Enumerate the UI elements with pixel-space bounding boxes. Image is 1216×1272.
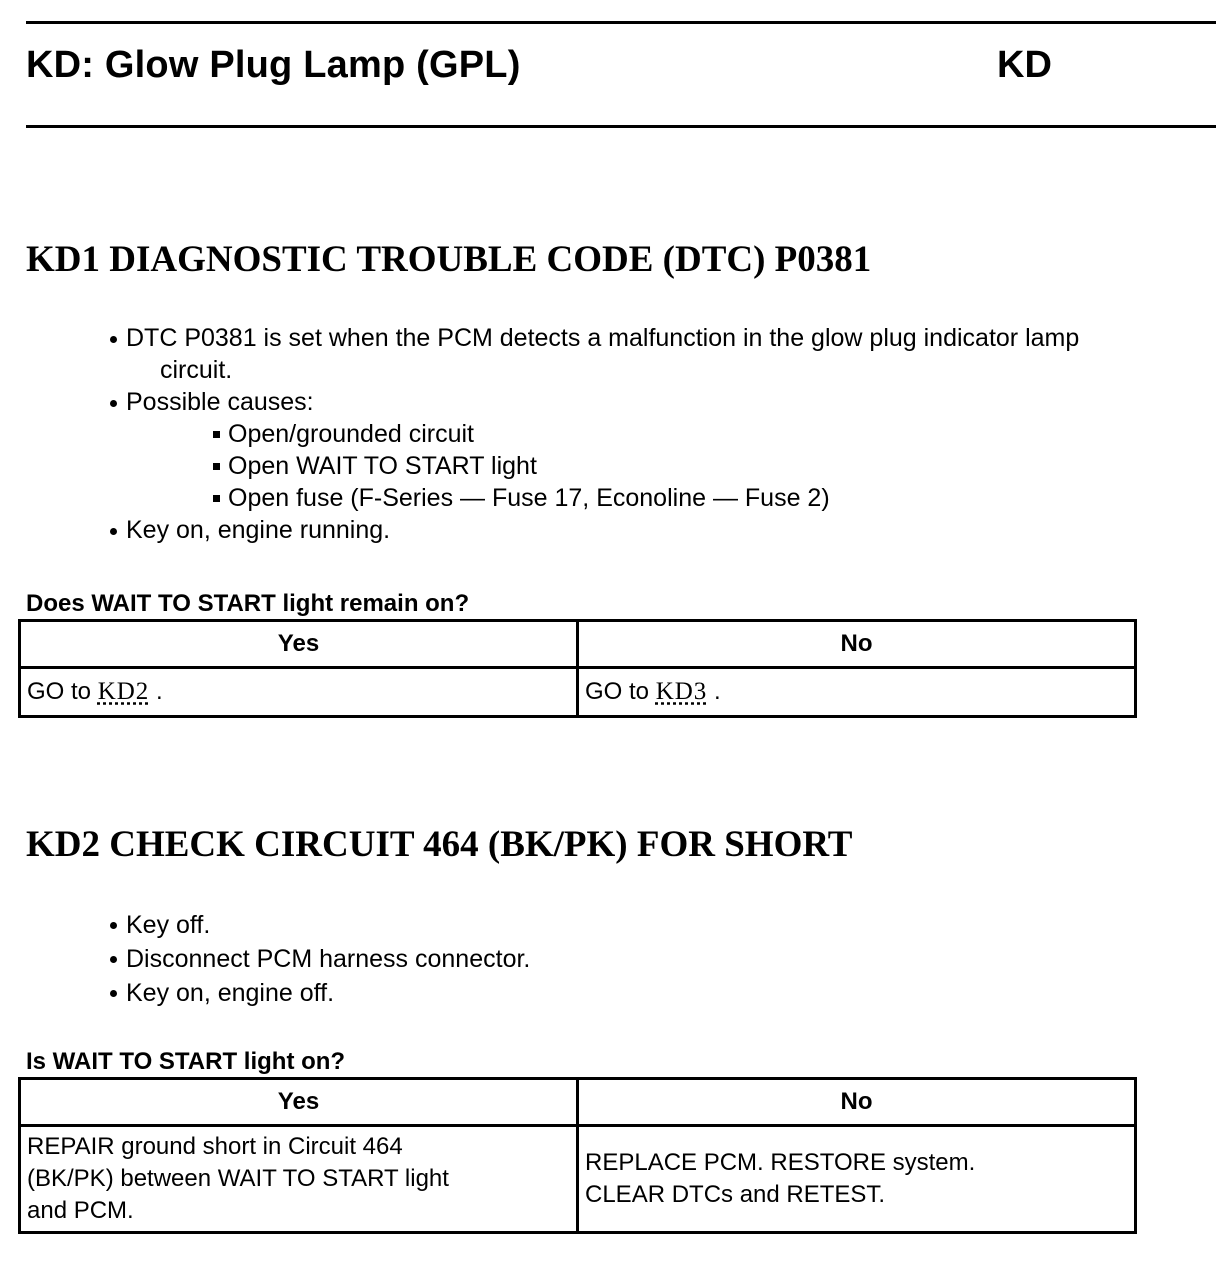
- list-item: [108, 908, 1208, 942]
- kd1-bullet-key-on: Key on, engine running.: [126, 516, 391, 544]
- no-column-header: No: [578, 621, 1136, 668]
- yes-text-line: and PCM.: [27, 1197, 134, 1224]
- no-text-line: REPLACE PCM. RESTORE system.: [585, 1149, 976, 1176]
- kd2-bullet-list: [108, 908, 1208, 1010]
- list-item: [108, 322, 1208, 386]
- kd2-bullet-text: Key on, engine off.: [126, 979, 335, 1007]
- list-item: [108, 976, 1208, 1010]
- kd1-bullet-list: [108, 322, 1208, 546]
- kd1-bullet-causes: Possible causes:: [126, 388, 314, 416]
- kd3-link[interactable]: KD3: [655, 678, 708, 705]
- kd2-section-title: KD2 CHECK CIRCUIT 464 (BK/PK) FOR SHORT: [26, 824, 853, 865]
- cause-item: [210, 450, 1208, 482]
- yes-cell: [20, 1126, 578, 1233]
- cause-text: Open/grounded circuit: [228, 420, 474, 448]
- yes-text-line: REPAIR ground short in Circuit 464: [27, 1133, 403, 1160]
- yes-text-line: (BK/PK) between WAIT TO START light: [27, 1165, 449, 1192]
- kd2-link[interactable]: KD2: [97, 678, 150, 705]
- cause-item: [210, 482, 1208, 514]
- kd1-section-title: KD1 DIAGNOSTIC TROUBLE CODE (DTC) P0381: [26, 239, 872, 280]
- kd1-decision-table: [18, 619, 1137, 718]
- cause-text: Open WAIT TO START light: [228, 452, 537, 480]
- kd2-bullet-text: Disconnect PCM harness connector.: [126, 945, 531, 973]
- kd2-decision-table: [18, 1077, 1137, 1234]
- list-item: [108, 942, 1208, 976]
- header-bottom-rule: [26, 125, 1216, 128]
- go-to-text: GO to: [585, 678, 656, 705]
- list-item: [108, 514, 1208, 546]
- no-column-header: No: [578, 1079, 1136, 1126]
- no-text-line: CLEAR DTCs and RETEST.: [585, 1181, 886, 1208]
- period-text: .: [149, 678, 163, 705]
- no-cell: [578, 668, 1136, 717]
- table-row: [20, 668, 1136, 717]
- table-header-row: [20, 1079, 1136, 1126]
- page-title: KD: Glow Plug Lamp (GPL): [26, 44, 521, 86]
- cause-item: [210, 418, 1208, 450]
- period-text: .: [707, 678, 721, 705]
- yes-cell: [20, 668, 578, 717]
- cause-text: Open fuse (F-Series — Fuse 17, Econoline — Fuse 2): [228, 484, 830, 512]
- no-cell: [578, 1126, 1136, 1233]
- kd1-bullet-dtc-line1: DTC P0381 is set when the PCM detects a malfunction in the glow plug indicator lamp: [126, 324, 1080, 352]
- table-header-row: [20, 621, 1136, 668]
- kd1-question: Does WAIT TO START light remain on?: [26, 590, 470, 617]
- yes-column-header: Yes: [20, 1079, 578, 1126]
- table-row: [20, 1126, 1136, 1233]
- kd2-question: Is WAIT TO START light on?: [26, 1048, 346, 1075]
- section-code: KD: [997, 44, 1052, 86]
- yes-column-header: Yes: [20, 621, 578, 668]
- kd2-bullet-text: Key off.: [126, 911, 211, 939]
- header-top-rule: [26, 21, 1216, 24]
- go-to-text: GO to: [27, 678, 98, 705]
- list-item: [108, 386, 1208, 418]
- kd1-bullet-dtc-line2: circuit.: [160, 356, 233, 384]
